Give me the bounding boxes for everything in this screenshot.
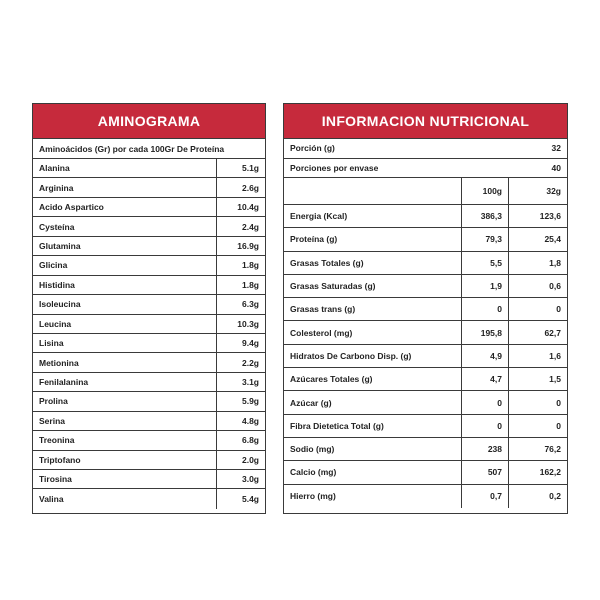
amino-acid-value: 2.4g: [216, 217, 265, 235]
amino-acid-name: Glicina: [39, 260, 68, 271]
nutrition-column-header: [284, 178, 567, 205]
table-row: [33, 392, 265, 411]
aminograma-subtitle-row: [33, 139, 265, 159]
table-row: [33, 256, 265, 275]
nutrient-name: Colesterol (mg): [290, 327, 353, 338]
nutrient-value-100g: 0: [461, 298, 508, 320]
table-row: [284, 391, 567, 414]
table-row: [33, 276, 265, 295]
col-100g-header: 100g: [461, 178, 508, 204]
table-row: [33, 412, 265, 431]
table-row: [33, 295, 265, 314]
nutrient-value-32g: 25,4: [508, 228, 567, 250]
table-row: [33, 159, 265, 178]
table-row: [284, 368, 567, 391]
nutrient-name: Azúcares Totales (g): [290, 374, 373, 385]
table-row: [33, 334, 265, 353]
amino-acid-value: 2.0g: [216, 451, 265, 469]
table-row: [284, 461, 567, 484]
table-row: [33, 315, 265, 334]
nutrient-name: Sodio (mg): [290, 444, 335, 455]
nutrient-value-32g: 0,6: [508, 275, 567, 297]
amino-acid-name: Cysteína: [39, 221, 75, 232]
nutrient-value-100g: 0: [461, 391, 508, 413]
nutrient-value-32g: 76,2: [508, 438, 567, 460]
nutrition-rows: [284, 205, 567, 508]
table-row: [284, 438, 567, 461]
portion-label: Porción (g): [290, 143, 335, 154]
servings-label: Porciones por envase: [290, 162, 379, 173]
amino-acid-value: 2.6g: [216, 178, 265, 196]
amino-acid-value: 9.4g: [216, 334, 265, 352]
nutrient-value-32g: 123,6: [508, 205, 567, 227]
table-row: [33, 431, 265, 450]
portion-value: 32: [551, 143, 561, 154]
nutrient-value-32g: 62,7: [508, 321, 567, 343]
nutrient-value-32g: 0: [508, 415, 567, 437]
nutrient-name: Grasas Totales (g): [290, 257, 364, 268]
nutrient-value-100g: 0,7: [461, 485, 508, 508]
amino-acid-value: 3.1g: [216, 373, 265, 391]
amino-acid-value: 5.1g: [216, 159, 265, 177]
amino-acid-name: Alanina: [39, 163, 70, 174]
nutrient-value-100g: 5,5: [461, 252, 508, 274]
nutrient-name: Azúcar (g): [290, 397, 332, 408]
table-row: [284, 252, 567, 275]
table-row: [33, 470, 265, 489]
portion-row: [284, 139, 567, 159]
nutrient-name: Hidratos De Carbono Disp. (g): [290, 350, 412, 361]
amino-acid-name: Tirosina: [39, 474, 72, 485]
amino-acid-name: Prolina: [39, 396, 68, 407]
nutrition-title: INFORMACION NUTRICIONAL: [284, 104, 567, 139]
amino-acid-name: Leucina: [39, 318, 72, 329]
table-row: [284, 345, 567, 368]
amino-acid-value: 10.3g: [216, 315, 265, 333]
nutrient-value-100g: 195,8: [461, 321, 508, 343]
amino-acid-name: Histidina: [39, 279, 75, 290]
amino-acid-name: Arginina: [39, 182, 74, 193]
table-row: [33, 237, 265, 256]
table-row: [284, 321, 567, 344]
nutrient-name: Proteína (g): [290, 234, 338, 245]
nutrient-value-32g: 0: [508, 391, 567, 413]
nutrient-value-100g: 4,7: [461, 368, 508, 390]
nutrient-value-100g: 238: [461, 438, 508, 460]
amino-acid-value: 3.0g: [216, 470, 265, 488]
nutrient-value-100g: 0: [461, 415, 508, 437]
amino-acid-name: Metionina: [39, 357, 79, 368]
amino-acid-name: Triptofano: [39, 454, 81, 465]
amino-acid-name: Valina: [39, 494, 64, 505]
amino-acid-value: 6.3g: [216, 295, 265, 313]
table-row: [33, 373, 265, 392]
table-row: [33, 198, 265, 217]
table-row: [33, 178, 265, 197]
aminograma-table: [32, 103, 266, 514]
nutrient-name: Fibra Dietetica Total (g): [290, 420, 384, 431]
nutrient-name: Grasas Saturadas (g): [290, 281, 376, 292]
servings-value: 40: [551, 162, 561, 173]
table-row: [284, 228, 567, 251]
amino-acid-value: 10.4g: [216, 198, 265, 216]
amino-acid-value: 4.8g: [216, 412, 265, 430]
amino-acid-value: 16.9g: [216, 237, 265, 255]
table-row: [284, 205, 567, 228]
amino-acid-name: Acido Aspartico: [39, 202, 104, 213]
table-row: [284, 275, 567, 298]
nutrient-value-100g: 79,3: [461, 228, 508, 250]
nutrient-value-32g: 0,2: [508, 485, 567, 508]
servings-row: [284, 159, 567, 179]
nutrient-value-32g: 162,2: [508, 461, 567, 483]
amino-acid-name: Lisina: [39, 338, 64, 349]
amino-acid-value: 6.8g: [216, 431, 265, 449]
nutrient-value-100g: 1,9: [461, 275, 508, 297]
table-row: [33, 217, 265, 236]
amino-acid-value: 1.8g: [216, 276, 265, 294]
amino-acid-name: Treonina: [39, 435, 75, 446]
nutrient-value-32g: 1,8: [508, 252, 567, 274]
table-row: [33, 489, 265, 508]
nutrient-value-32g: 1,5: [508, 368, 567, 390]
amino-acid-value: 2.2g: [216, 353, 265, 371]
amino-acid-name: Fenilalanina: [39, 377, 89, 388]
nutrient-header-blank: [284, 178, 461, 204]
nutrient-name: Calcio (mg): [290, 467, 337, 478]
amino-acid-name: Glutamina: [39, 240, 81, 251]
aminograma-rows: [33, 159, 265, 509]
nutrient-value-100g: 4,9: [461, 345, 508, 367]
table-row: [33, 451, 265, 470]
nutrient-value-32g: 1,6: [508, 345, 567, 367]
table-row: [284, 485, 567, 508]
table-row: [284, 298, 567, 321]
col-32g-header: 32g: [508, 178, 567, 204]
amino-acid-name: Isoleucina: [39, 299, 81, 310]
nutrient-value-32g: 0: [508, 298, 567, 320]
nutrition-table: [283, 103, 568, 514]
aminograma-subtitle: Aminoácidos (Gr) por cada 100Gr De Proteína: [39, 143, 225, 154]
amino-acid-value: 5.9g: [216, 392, 265, 410]
nutrient-name: Energia (Kcal): [290, 211, 348, 222]
table-row: [33, 353, 265, 372]
nutrient-value-100g: 386,3: [461, 205, 508, 227]
nutrient-name: Grasas trans (g): [290, 304, 356, 315]
nutrient-name: Hierro (mg): [290, 491, 336, 502]
nutrient-value-100g: 507: [461, 461, 508, 483]
aminograma-title: AMINOGRAMA: [33, 104, 265, 139]
table-row: [284, 415, 567, 438]
amino-acid-value: 1.8g: [216, 256, 265, 274]
amino-acid-name: Serina: [39, 415, 65, 426]
amino-acid-value: 5.4g: [216, 489, 265, 508]
